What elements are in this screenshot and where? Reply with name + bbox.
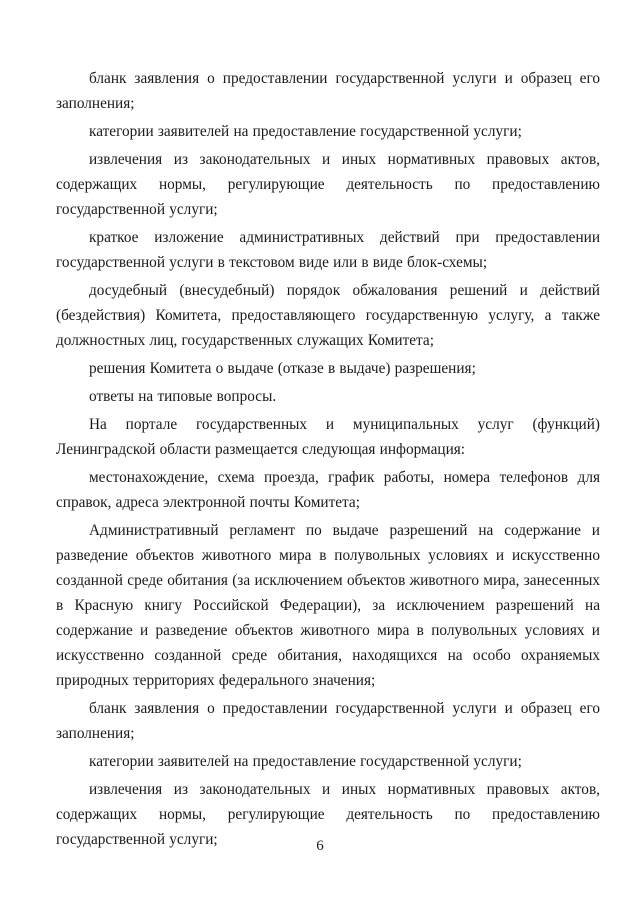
paragraph: Административный регламент по выдаче разрешений на содержание и разведение объектов животного мира в полувольных условиях и искусственно созданной среде обитания (за исключением объектов животного мира, занесенных в Красную книгу Российской Федерации), за исключением разрешений на содержание и разведение объектов животного мира в полувольных условиях и искусственно созданной среде обитания, находящихся на особо охраняемых природных территориях федерального значения; xyxy=(56,522,600,689)
paragraph: местонахождение, схема проезда, график работы, номера телефонов для справок, адреса электронной почты Комитета; xyxy=(56,469,600,511)
paragraph: бланк заявления о предоставлении государственной услуги и образец его заполнения; xyxy=(56,70,600,112)
paragraph: краткое изложение административных действий при предоставлении государственной услуги в текстовом виде или в виде блок-схемы; xyxy=(56,229,600,271)
paragraph: извлечения из законодательных и иных нормативных правовых актов, содержащих нормы, регулирующие деятельность по предоставлению государственной услуги; xyxy=(56,781,600,848)
document-body xyxy=(56,66,600,855)
paragraph: ответы на типовые вопросы. xyxy=(89,388,277,405)
page-number: 6 xyxy=(316,838,324,854)
paragraph: категории заявителей на предоставление государственной услуги; xyxy=(89,123,522,140)
paragraph: На портале государственных и муниципальных услуг (функций) Ленинградской области размещается следующая информация: xyxy=(56,416,600,458)
paragraph: извлечения из законодательных и иных нормативных правовых актов, содержащих нормы, регулирующие деятельность по предоставлению государственной услуги; xyxy=(56,151,600,218)
paragraph: категории заявителей на предоставление государственной услуги; xyxy=(89,753,522,770)
paragraph: решения Комитета о выдаче (отказе в выдаче) разрешения; xyxy=(89,360,476,377)
paragraph: бланк заявления о предоставлении государственной услуги и образец его заполнения; xyxy=(56,700,600,742)
paragraph: досудебный (внесудебный) порядок обжалования решений и действий (бездействия) Комитета, предоставляющего государственную услугу, а также должностных лиц, государственных служащих Комитета; xyxy=(56,282,600,349)
